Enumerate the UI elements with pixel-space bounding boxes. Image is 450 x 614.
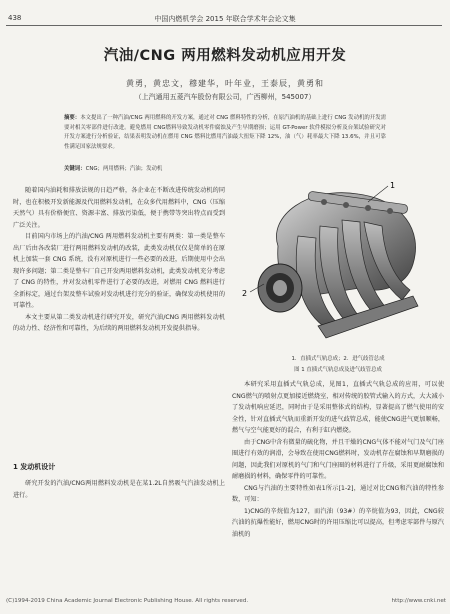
- paragraph: 目前国内市场上的汽油/CNG 两用燃料发动机主要有两类：第一类是整车出厂后由各改装厂进行两用燃料发动机的改装，此类发动机仅仅是简单的在原机上加装一套 CNG 系统，没有对原机进行一些必要的改进，后期使用中会出现许多问题；第二类是整车厂自己开发两用燃料发动机，此类发动机充分考虑了 CNG 的特性，并对发动机零件进行了必要的改进，对燃用 CNG 燃料进行全新标定，通过台架及整车试验对发动机进行充分的验证，确保发动机使用的可靠性。: [13, 233, 225, 309]
- engine-figure: [238, 176, 434, 348]
- paper-title: 汽油/CNG 两用燃料发动机应用开发: [103, 48, 347, 64]
- paragraph: 本文主要从第二类发动机进行研究开发，研究汽油/CNG 两用燃料发动机的动力性、经济性和可靠性，为后续的两用燃料发动机开发提供指导。: [13, 313, 225, 332]
- affiliation: （上汽通用五菱汽车股份有限公司，广西柳州，545007）: [134, 93, 316, 101]
- header-rule: [6, 25, 442, 26]
- paragraph: 由于CNG中含有微量的硫化物，并且干燥的CNG气体不能对气门及气门座圈进行有效的润滑，会导致在使用CNG燃料时，发动机存在腐蚀和早期磨损的问题，因此我们对原机的气门和气门座圈的材料进行了升级，采用更耐腐蚀和耐磨损的材料，确保零件的可靠性。: [232, 438, 444, 480]
- keywords-text: CNG；两用燃料；汽油；发动机: [85, 166, 163, 172]
- footer-url[interactable]: http://www.cnki.net: [391, 598, 446, 604]
- left-column: [13, 185, 225, 335]
- abstract-label: 摘要：: [64, 115, 81, 121]
- right-column: [232, 379, 444, 540]
- paragraph: 随着国内油耗和排放法规的日趋严格，各企业在不断改进传统发动机的同时，也在积极开发新能源及代用燃料发动机，在众多代用燃料中，CNG（压缩天然气）具有价格便宜、资源丰富、排放污染低，便于携带等突出特点而受到广泛关注。: [13, 187, 225, 229]
- running-header: 中国内燃机学会 2015 年联合学术年会论文集: [154, 15, 296, 23]
- copyright-footer: [6, 598, 446, 604]
- keywords-label: 关键词：: [64, 166, 86, 172]
- keywords: [64, 164, 162, 172]
- paragraph: CNG与汽油的主要特性如表1所示[1-2]，通过对比CNG和汽油的特性参数，可知：: [232, 484, 444, 503]
- paragraph: 研究开发的汽油/CNG两用燃料发动机是在某1.2L自然吸气汽油发动机上进行。: [13, 480, 225, 499]
- figure-label-1: 1: [390, 181, 396, 190]
- abstract: [64, 114, 386, 152]
- page-number: 438: [8, 14, 22, 22]
- footer-copyright: (C)1994-2019 China Academic Journal Electronic Publishing House. All rights reserved.: [6, 598, 249, 604]
- authors: 黄勇，黄忠文，穆建华，叶年业，王泰辰，黄勇和: [126, 79, 324, 88]
- abstract-text: 本文提出了一种汽油/CNG 两用燃料的开发方案，通过对 CNG 燃料特性的分析，在原汽油机的基础上进行 CNG 发动机的开发需要对相关零部件进行改进。避免燃用 CNG燃料导致发动机零件腐蚀及产生早期磨损；运用 GT-Power 软件模拟分析及台架试验研究对开发方案进行分析验证，结果表明发动机在燃用 CNG 燃料比燃用汽油最大扭矩下降 12%，油（气）耗率最大下降 13.6%，并且可靠性满足国家法规要求。: [64, 115, 386, 150]
- paragraph: 1)CNG的辛烷值为127，而汽油（93#）的辛烷值为93，因此，CNG较汽油的抗爆性能好，燃用CNG时的许用压缩比可以提高，但考虑零部件与原汽油机的: [232, 507, 444, 538]
- figure-caption: 图 1 直插式气轨总成及进气歧管总成: [294, 367, 382, 373]
- figure-legend: 1．直插式气轨总成；2．进气歧管总成: [291, 356, 385, 362]
- section-heading: 1 发动机设计: [13, 463, 56, 471]
- paragraph: 本研究采用直插式气轨总成，见图1，直插式气轨总成的应用，可以使CNG燃气的喷射点更加接近燃烧室，相对传统的胶管式输入的方式，大大减小了发动机响应延迟，同时由于是采用整体式的结构，显著提高了燃气使用的安全性，针对直插式气轨而重新开发的进气歧管总成，能使CNG进气更加顺畅，燃气与空气能更好的混合，有利于缸内燃烧。: [232, 381, 444, 434]
- figure-label-2: 2: [242, 289, 248, 298]
- left-column-section: [13, 478, 225, 501]
